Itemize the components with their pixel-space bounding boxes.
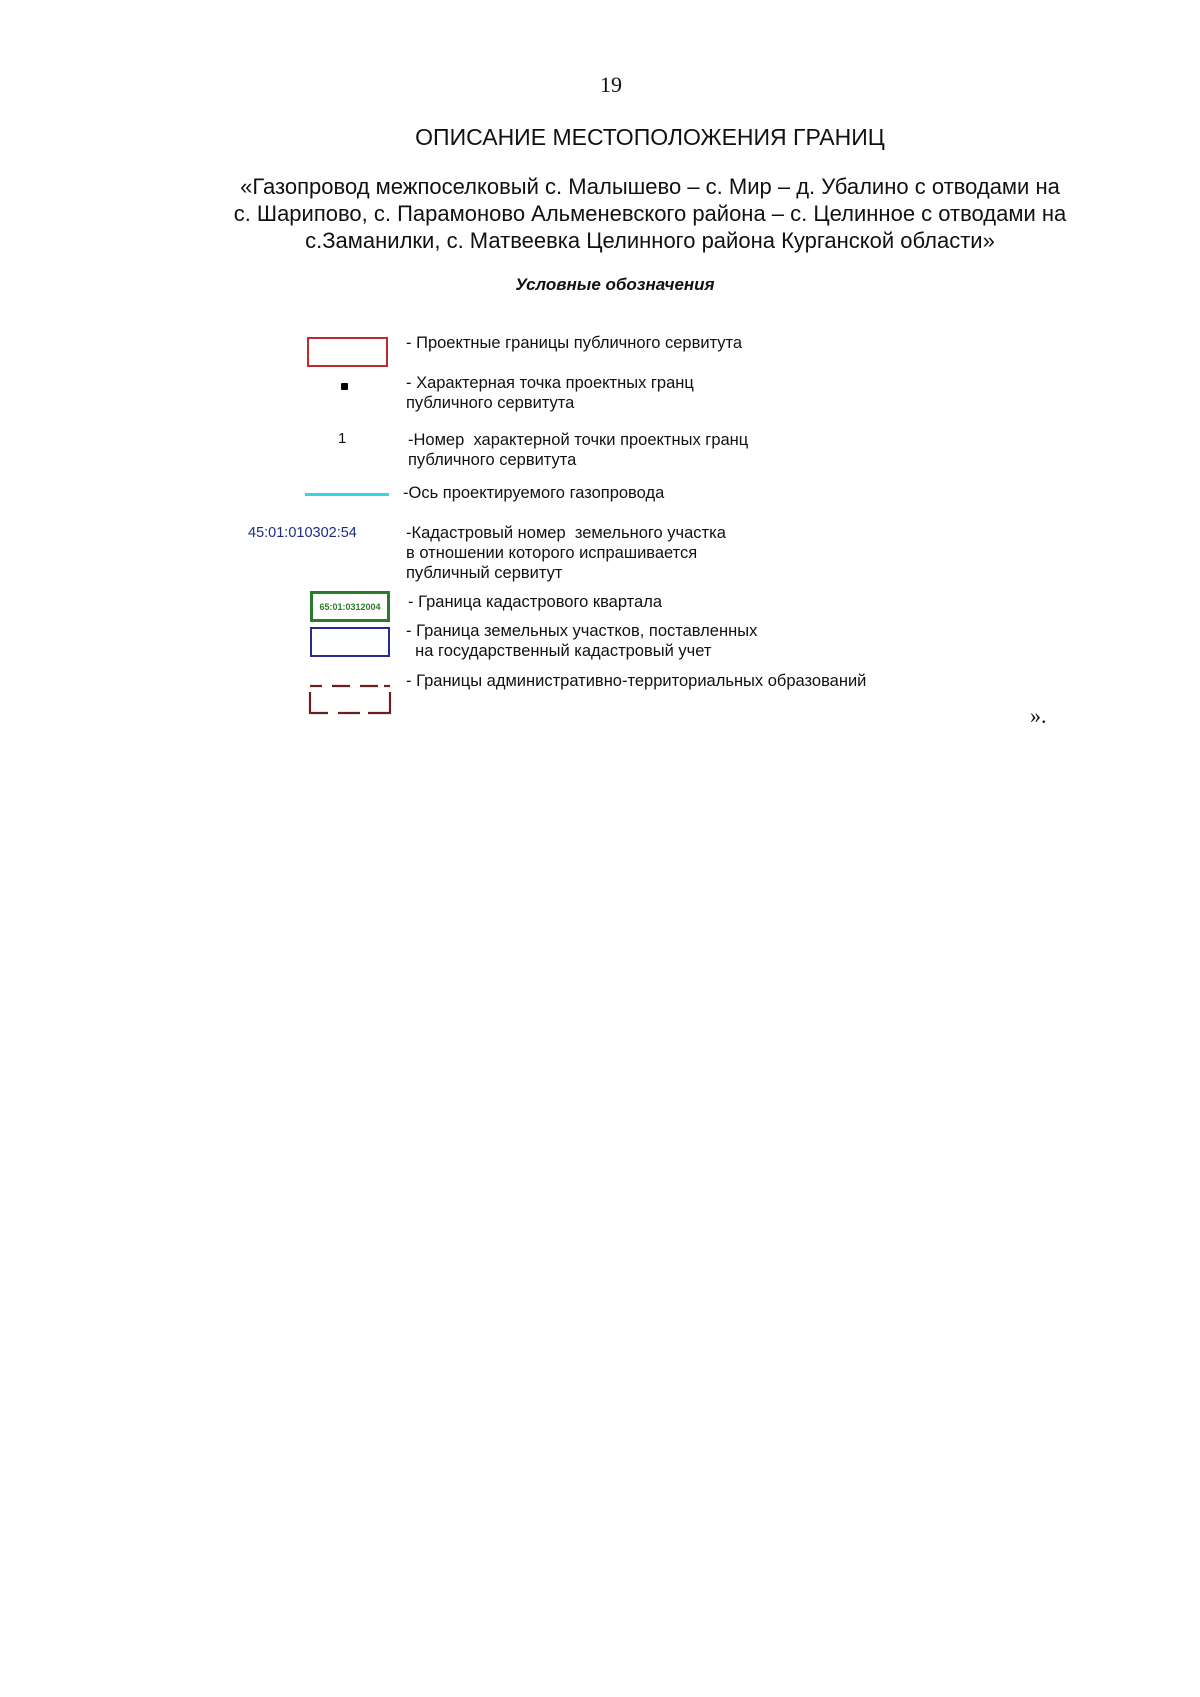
- page-heading: ОПИСАНИЕ МЕСТОПОЛОЖЕНИЯ ГРАНИЦ: [415, 124, 885, 150]
- legend-title: Условные обозначения: [515, 275, 715, 294]
- legend-red-boundary-label: - Проектные границы публичного сервитута: [406, 334, 743, 352]
- title-line-3: с.Заманилки, с. Матвеевка Целинного района Курганской области»: [305, 228, 995, 253]
- point-symbol: [341, 383, 348, 390]
- closing-quote-mark: ».: [1030, 703, 1047, 728]
- cadastral-quarter-symbol-text: 65:01:0312004: [319, 601, 381, 612]
- legend-admin-boundary-label: - Границы административно-территориальных образований: [406, 672, 867, 690]
- cadastral-number-symbol: 45:01:010302:54: [248, 525, 357, 541]
- legend: [0, 0, 1200, 760]
- legend-cadastral-number-label: -Кадастровый номер земельного участка в отношении которого испрашивается публичный сервитут: [406, 524, 726, 582]
- red-boundary-symbol: [307, 337, 388, 367]
- admin-boundary-symbol: [308, 678, 392, 716]
- point-number-symbol: 1: [338, 430, 347, 447]
- legend-axis-label: -Ось проектируемого газопровода: [403, 484, 665, 502]
- legend-quarter-boundary-label: - Граница кадастрового квартала: [408, 593, 663, 611]
- legend-parcels-boundary-label: - Граница земельных участков, поставленных на государственный кадастровый учет: [406, 622, 758, 660]
- legend-point-number-label: -Номер характерной точки проектных гранц публичного сервитута: [408, 431, 749, 469]
- legend-point-label: - Характерная точка проектных гранц публичного сервитута: [406, 374, 694, 412]
- page-number: 19: [600, 72, 622, 97]
- gas-pipeline-axis-symbol: [305, 493, 389, 496]
- title-line-2: с. Шарипово, с. Парамоново Альменевского района – с. Целинное с отводами на: [233, 201, 1067, 226]
- title-line-1: «Газопровод межпоселковый с. Малышево – с. Мир – д. Убалино с отводами на: [240, 174, 1060, 199]
- parcels-boundary-symbol: [310, 627, 390, 657]
- cadastral-quarter-symbol: [310, 591, 390, 622]
